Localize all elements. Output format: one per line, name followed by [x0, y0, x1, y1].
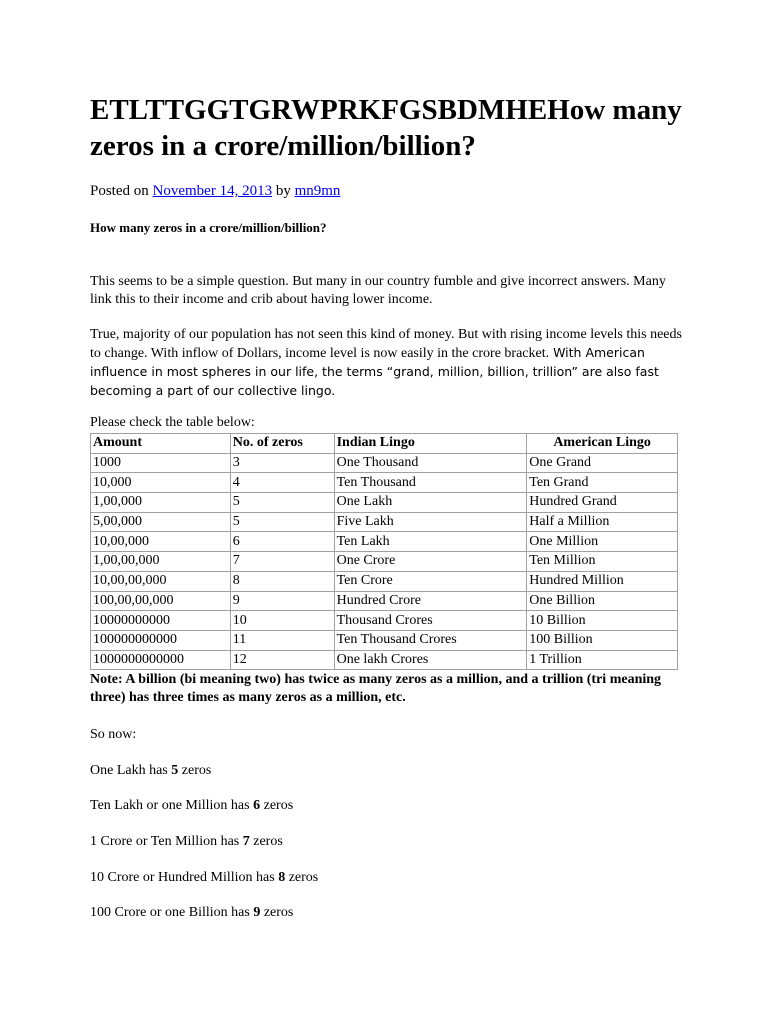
summary-text: One Lakh has — [90, 763, 172, 778]
cell-amount: 1000000000000 — [91, 650, 231, 670]
summary-line — [90, 762, 211, 780]
table-row — [91, 571, 678, 591]
summary-suffix: zeros — [260, 798, 294, 813]
cell-amount: 1,00,00,000 — [91, 552, 231, 572]
table-row — [91, 552, 678, 572]
cell-zeros: 3 — [230, 453, 334, 473]
cell-indian-lingo: Ten Lakh — [334, 532, 527, 552]
cell-american-lingo: 10 Billion — [527, 611, 678, 631]
summary-line — [90, 833, 283, 851]
summary-text: Ten Lakh or one Million has — [90, 798, 254, 813]
cell-american-lingo: One Grand — [527, 453, 678, 473]
cell-indian-lingo: Ten Thousand Crores — [334, 630, 527, 650]
header-zeros: No. of zeros — [230, 434, 334, 454]
cell-amount: 10,000 — [91, 473, 231, 493]
cell-indian-lingo: Thousand Crores — [334, 611, 527, 631]
cell-american-lingo: One Billion — [527, 591, 678, 611]
cell-zeros: 8 — [230, 571, 334, 591]
zeros-table — [90, 433, 678, 670]
summary-suffix: zeros — [178, 763, 212, 778]
summary-line — [90, 869, 318, 887]
summary-suffix: zeros — [285, 870, 319, 885]
table-row — [91, 493, 678, 513]
cell-zeros: 5 — [230, 493, 334, 513]
cell-amount: 1000 — [91, 453, 231, 473]
lingo-paragraph-text: With American influence in most spheres in our life, the terms “grand, million, billion, trillion” are also fast becoming a part of our collective lingo. — [90, 345, 659, 398]
summary-line — [90, 797, 293, 815]
cell-amount: 5,00,000 — [91, 512, 231, 532]
summary-text: 1 Crore or Ten Million has — [90, 834, 243, 849]
table-header-row — [91, 434, 678, 454]
table-body — [91, 453, 678, 670]
summary-line — [90, 904, 293, 922]
post-subheading: How many zeros in a crore/million/billion? — [90, 220, 327, 235]
cell-amount: 1,00,000 — [91, 493, 231, 513]
table-row — [91, 650, 678, 670]
table-row — [91, 591, 678, 611]
zero-count: 9 — [253, 905, 261, 920]
cell-zeros: 7 — [230, 552, 334, 572]
cell-amount: 10000000000 — [91, 611, 231, 631]
summary-intro: So now: — [90, 727, 137, 742]
table-row — [91, 473, 678, 493]
post-title: ETLTTGGTGRWPRKFGSBDMHEHow many zeros in a crore/million/billion? — [90, 94, 682, 162]
cell-indian-lingo: One Thousand — [334, 453, 527, 473]
cell-amount: 10,00,00,000 — [91, 571, 231, 591]
billion-note: Note: A billion (bi meaning two) has twice as many zeros as a million, and a trillion (tri meaning three) has three times as many zeros as a million, etc. — [90, 672, 662, 705]
cell-zeros: 12 — [230, 650, 334, 670]
post-date-link[interactable]: November 14, 2013 — [152, 183, 273, 199]
income-paragraph-text: True, majority of our population has not seen this kind of money. But with rising income levels this needs to change. With inflow of Dollars, income level is now easily in the crore bracket. — [90, 327, 682, 361]
summary-suffix: zeros — [249, 834, 283, 849]
table-row — [91, 611, 678, 631]
cell-indian-lingo: Ten Thousand — [334, 473, 527, 493]
cell-american-lingo: One Million — [527, 532, 678, 552]
cell-zeros: 6 — [230, 532, 334, 552]
cell-indian-lingo: One lakh Crores — [334, 650, 527, 670]
header-indian-lingo: Indian Lingo — [334, 434, 527, 454]
intro-paragraph: This seems to be a simple question. But many in our country fumble and give incorrect answers. Many link this to their income and crib about having lower income. — [90, 274, 666, 307]
zero-count: 8 — [278, 870, 286, 885]
cell-american-lingo: Ten Million — [527, 552, 678, 572]
table-row — [91, 512, 678, 532]
header-american-lingo: American Lingo — [527, 434, 678, 454]
table-caption: Please check the table below: — [90, 415, 255, 430]
author-link[interactable]: mn9mn — [294, 183, 341, 199]
posted-on-label: Posted on — [90, 183, 149, 199]
by-label: by — [275, 183, 291, 199]
cell-indian-lingo: One Lakh — [334, 493, 527, 513]
cell-zeros: 4 — [230, 473, 334, 493]
post-meta — [90, 182, 340, 200]
cell-indian-lingo: Ten Crore — [334, 571, 527, 591]
zero-count: 6 — [253, 798, 261, 813]
cell-american-lingo: Hundred Million — [527, 571, 678, 591]
cell-american-lingo: Half a Million — [527, 512, 678, 532]
cell-amount: 100000000000 — [91, 630, 231, 650]
table-row — [91, 532, 678, 552]
cell-american-lingo: 100 Billion — [527, 630, 678, 650]
zero-count: 7 — [242, 834, 250, 849]
cell-american-lingo: Ten Grand — [527, 473, 678, 493]
cell-amount: 100,00,00,000 — [91, 591, 231, 611]
cell-indian-lingo: One Crore — [334, 552, 527, 572]
zero-count: 5 — [171, 763, 179, 778]
cell-zeros: 11 — [230, 630, 334, 650]
table-row — [91, 453, 678, 473]
summary-suffix: zeros — [260, 905, 294, 920]
header-amount: Amount — [91, 434, 231, 454]
income-paragraph — [90, 326, 690, 401]
table-row — [91, 630, 678, 650]
cell-amount: 10,00,000 — [91, 532, 231, 552]
cell-zeros: 5 — [230, 512, 334, 532]
summary-text: 10 Crore or Hundred Million has — [90, 870, 279, 885]
cell-indian-lingo: Five Lakh — [334, 512, 527, 532]
cell-zeros: 9 — [230, 591, 334, 611]
cell-american-lingo: Hundred Grand — [527, 493, 678, 513]
cell-american-lingo: 1 Trillion — [527, 650, 678, 670]
cell-zeros: 10 — [230, 611, 334, 631]
summary-text: 100 Crore or one Billion has — [90, 905, 254, 920]
cell-indian-lingo: Hundred Crore — [334, 591, 527, 611]
